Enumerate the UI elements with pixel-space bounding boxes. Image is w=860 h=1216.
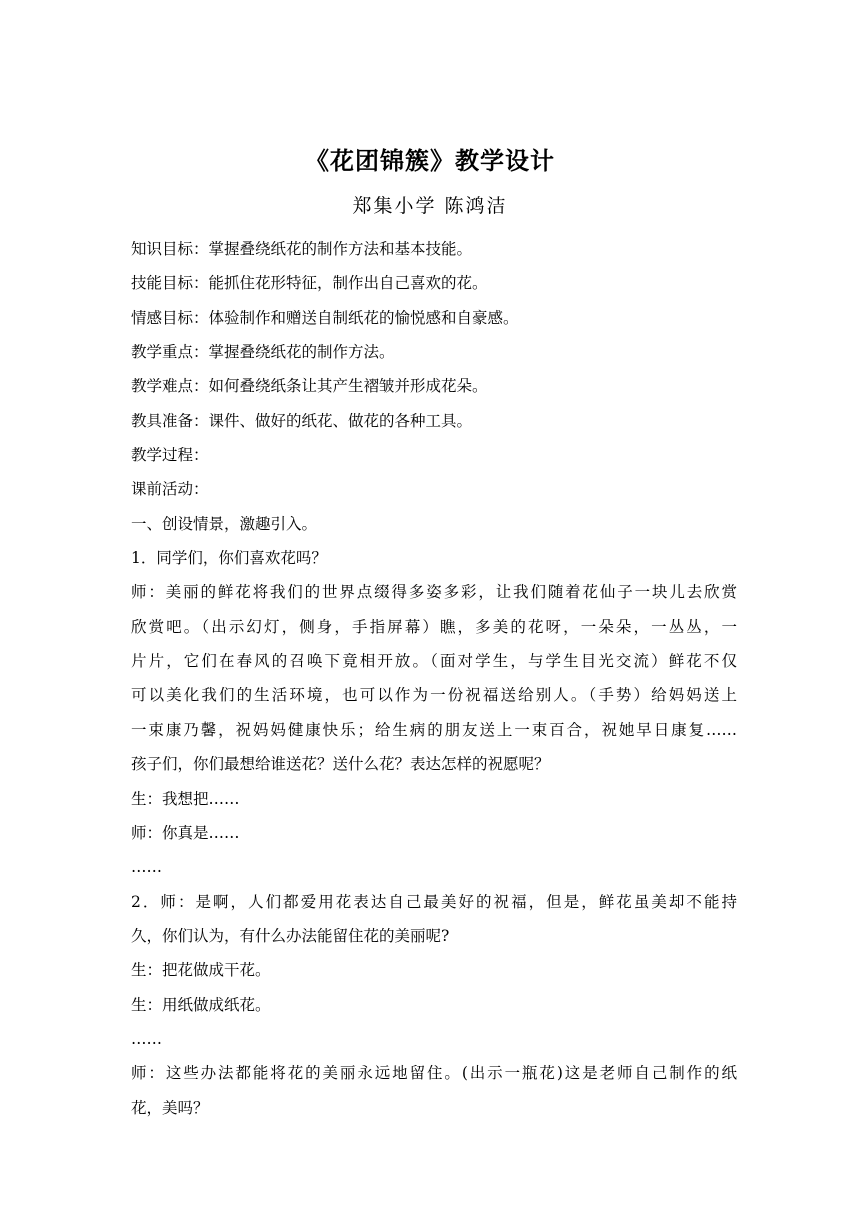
text-line: 1．同学们，你们喜欢花吗？ <box>131 549 327 568</box>
text-line: 师：这些办法都能将花的美丽永远地留住。(出示一瓶花)这是老师自己制作的纸 <box>131 1064 737 1083</box>
text-line: 师：美丽的鲜花将我们的世界点缀得多姿多彩，让我们随着花仙子一块儿去欣赏 <box>131 583 737 602</box>
text-line: 教学难点：如何叠绕纸条让其产生褶皱并形成花朵。 <box>131 377 488 396</box>
text-line: 技能目标：能抓住花形特征，制作出自己喜欢的花。 <box>131 274 488 293</box>
text-line: 教学过程： <box>131 446 209 465</box>
text-line: 情感目标：体验制作和赠送自制纸花的愉悦感和自豪感。 <box>131 308 519 327</box>
text-line: 教学重点：掌握叠绕纸花的制作方法。 <box>131 343 395 362</box>
text-line: 欣赏吧。（出示幻灯，侧身，手指屏幕）瞧，多美的花呀，一朵朵，一丛丛，一 <box>131 617 737 636</box>
text-line: 花，美吗？ <box>131 1098 209 1117</box>
text-line: …… <box>131 1029 162 1048</box>
text-line: 生：我想把…… <box>131 789 240 808</box>
text-line: 一、创设情景，激趣引入。 <box>131 514 318 533</box>
text-line: 片片，它们在春风的召唤下竟相开放。（面对学生，与学生目光交流）鲜花不仅 <box>131 652 737 671</box>
document-title: 《花团锦簇》教学设计 <box>305 147 555 175</box>
text-line: 生：把花做成干花。 <box>131 961 271 980</box>
text-line: 一束康乃馨，祝妈妈健康快乐；给生病的朋友送上一束百合，祝她早日康复…… <box>131 720 737 739</box>
text-line: 课前活动： <box>131 480 209 499</box>
text-line: 久，你们认为，有什么办法能留住花的美丽呢? <box>131 926 450 945</box>
text-line: …… <box>131 858 162 877</box>
text-line: 师：你真是…… <box>131 823 240 842</box>
text-line: 生：用纸做成纸花。 <box>131 995 271 1014</box>
text-line: 知识目标：掌握叠绕纸花的制作方法和基本技能。 <box>131 240 473 258</box>
document-body <box>131 232 737 1125</box>
text-line: 可以美化我们的生活环境，也可以作为一份祝福送给别人。（手势）给妈妈送上 <box>131 686 737 705</box>
author-line: 郑集小学 陈鸿洁 <box>352 195 508 217</box>
text-line: 2．师：是啊，人们都爱用花表达自己最美好的祝福，但是，鲜花虽美却不能持 <box>131 892 737 911</box>
text-line: 教具准备：课件、做好的纸花、做花的各种工具。 <box>131 411 473 430</box>
text-line: 孩子们，你们最想给谁送花？送什么花？表达怎样的祝愿呢？ <box>131 755 550 774</box>
